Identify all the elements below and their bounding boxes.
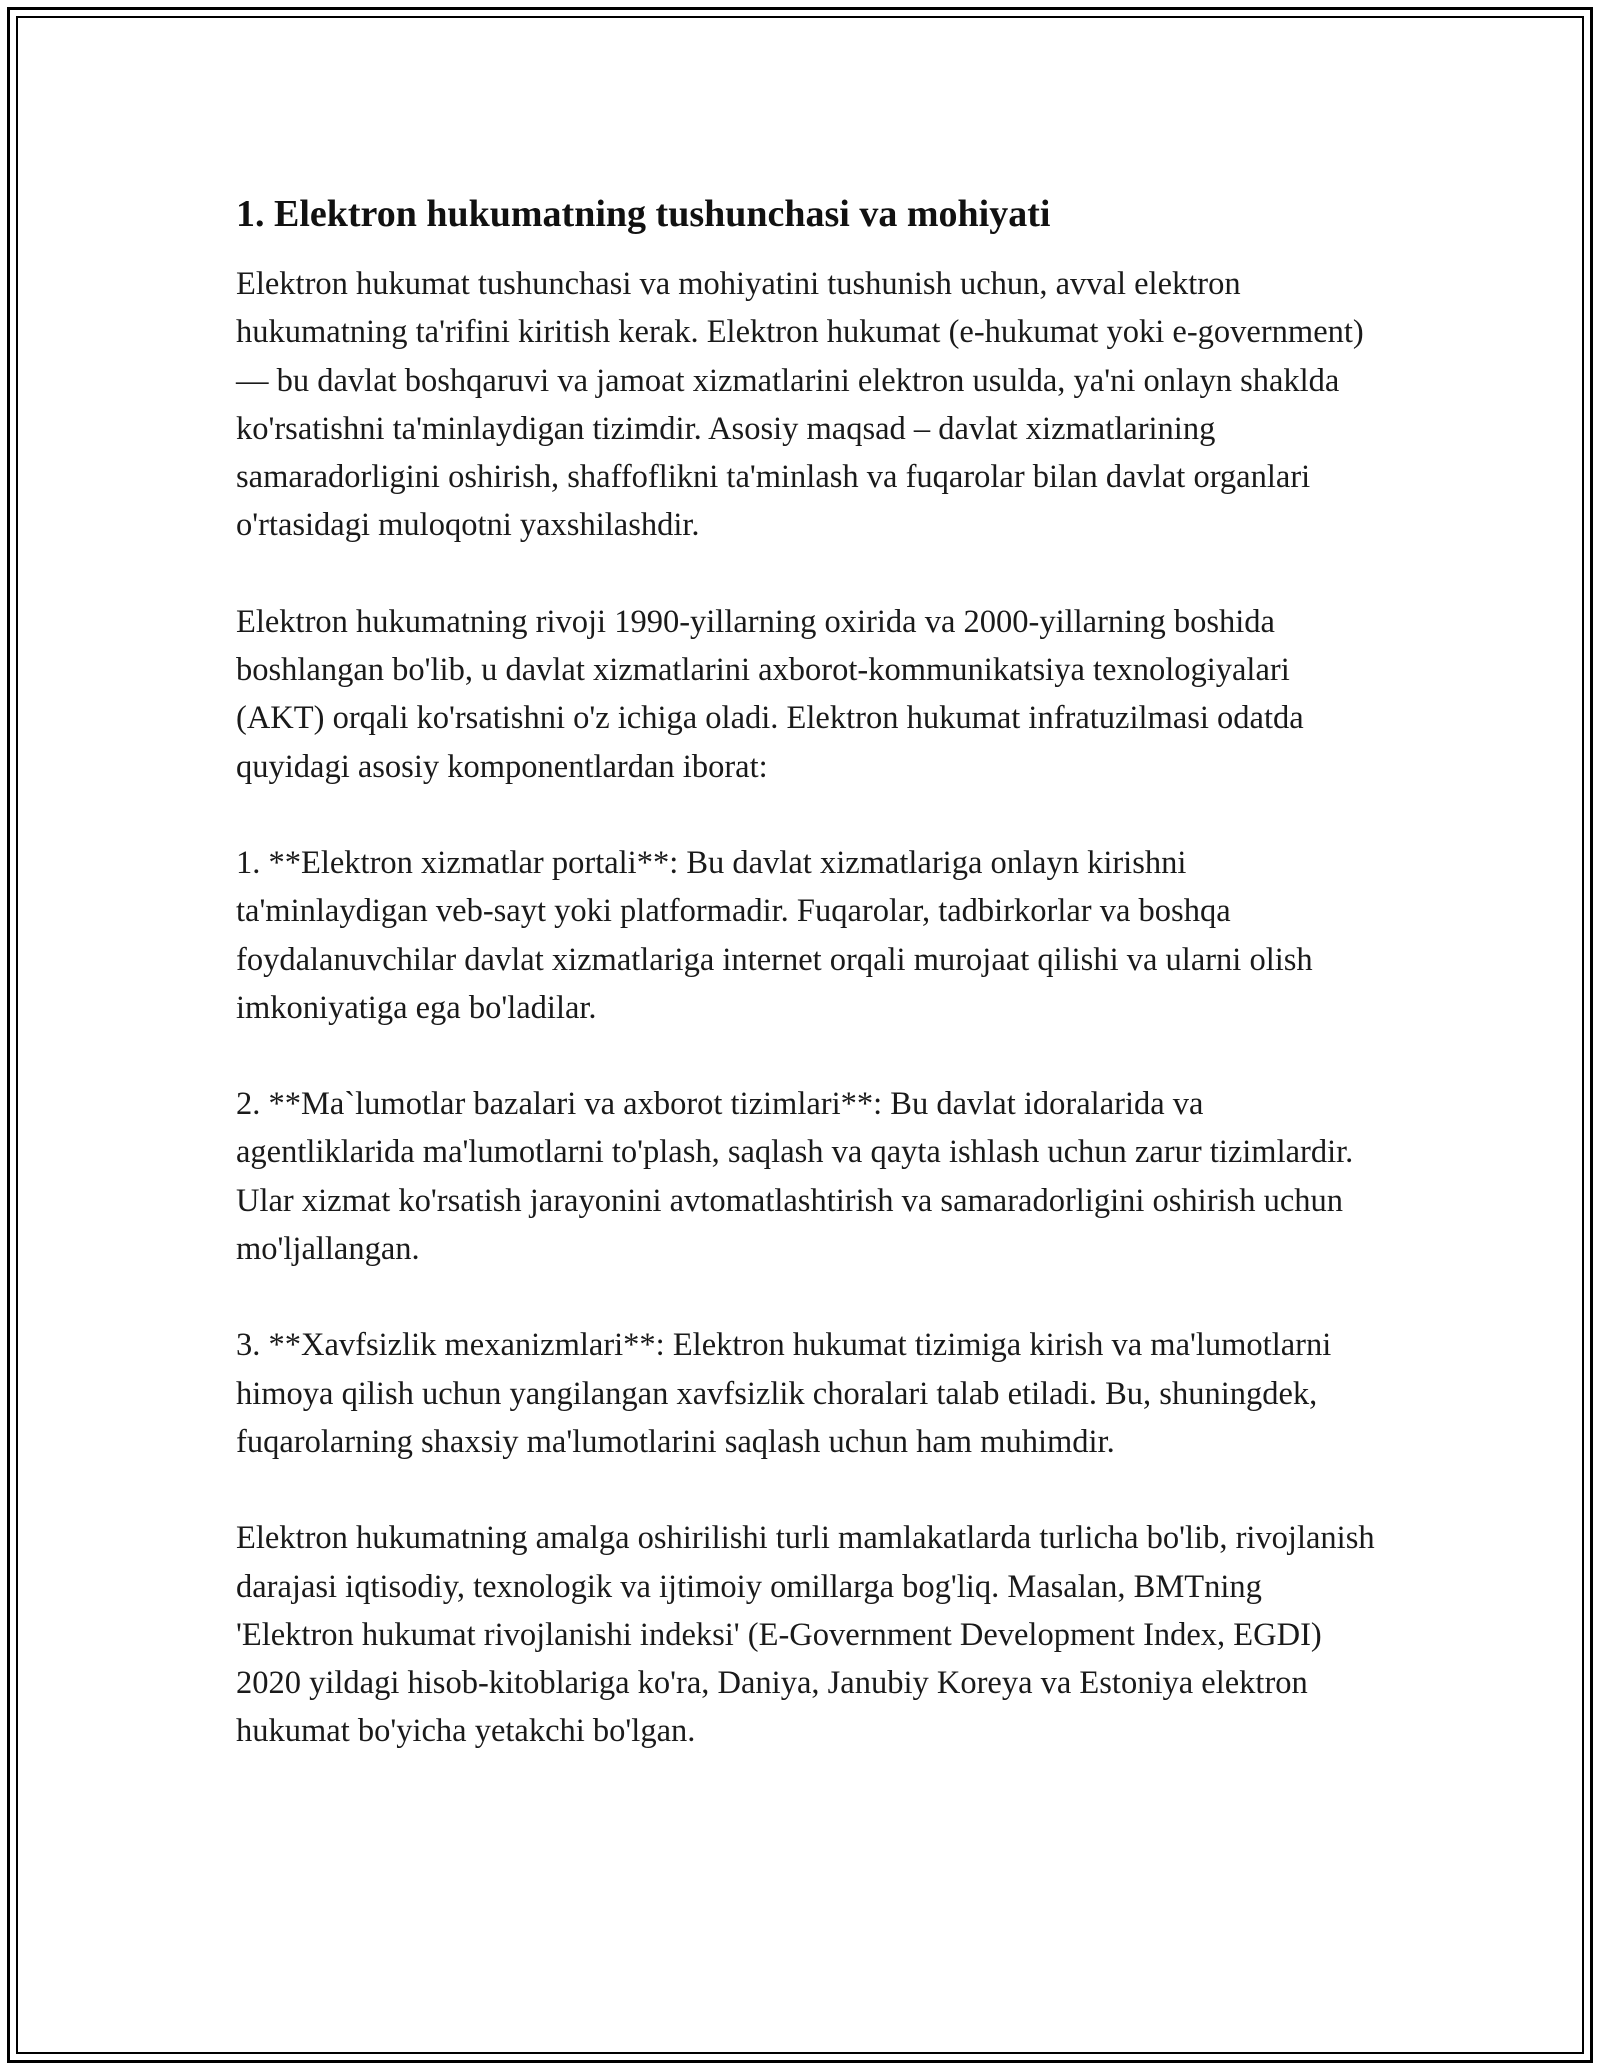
paragraph-implementation: Elektron hukumatning amalga oshirilishi turli mamlakatlarda turlicha bo'lib, rivojlanish darajasi iqtisodiy, texnologik va ijtimoiy omillarga bog'liq. Masalan, BMTning 'Elektron hukumat rivojlanishi indeksi' (E-Government Development Index, EGDI) 2020 yildagi hisob-kitoblariga ko'ra, Daniya, Janubiy Koreya va Estoniya elektron hukumat bo'yicha yetakchi bo'lgan. [236,1520,1375,1750]
section-heading: 1. Elektron hukumatning tushunchasi va mohiyati [236,193,1051,235]
paragraph-history: Elektron hukumatning rivoji 1990-yillarning oxirida va 2000-yillarning boshida boshlangan bo'lib, u davlat xizmatlarini axborot-kommunikatsiya texnologiyalari (AKT) orqali ko'rsatishni o'z ichiga oladi. Elektron hukumat infratuzilmasi odatda quyidagi asosiy komponentlardan iborat: [236,603,1304,785]
list-item-databases: 2. **Ma`lumotlar bazalari va axborot tizimlari**: Bu davlat idoralarida va agentliklarida ma'lumotlarni to'plash, saqlash va qayta ishlash uchun zarur tizimlardir. Ular xizmat ko'rsatish jarayonini avtomatlashtirish va samaradorligini oshirish uchun mo'ljallangan. [236,1086,1354,1268]
document-body [236,188,1386,1804]
paragraph-definition: Elektron hukumat tushunchasi va mohiyatini tushunish uchun, avval elektron hukumatning ta'rifini kiritish kerak. Elektron hukumat (e-hukumat yoki e-government) — bu davlat boshqaruvi va jamoat xizmatlarini elektron usulda, ya'ni onlayn shaklda ko'rsatishni ta'minlaydigan tizimdir. Asosiy maqsad – davlat xizmatlarining samaradorligini oshirish, shaffoflikni ta'minlash va fuqarolar bilan davlat organlari o'rtasidagi muloqotni yaxshilashdir. [236,266,1364,544]
list-item-portal: 1. **Elektron xizmatlar portali**: Bu davlat xizmatlariga onlayn kirishni ta'minlaydigan veb-sayt yoki platformadir. Fuqarolar, tadbirkorlar va boshqa foydalanuvchilar davlat xizmatlariga internet orqali murojaat qilishi va ularni olish imkoniyatiga ega bo'ladilar. [236,844,1313,1026]
list-item-security: 3. **Xavfsizlik mexanizmlari**: Elektron hukumat tizimiga kirish va ma'lumotlarni himoya qilish uchun yangilangan xavfsizlik choralari talab etiladi. Bu, shuningdek, fuqarolarning shaxsiy ma'lumotlarini saqlash uchun ham muhimdir. [236,1327,1332,1460]
